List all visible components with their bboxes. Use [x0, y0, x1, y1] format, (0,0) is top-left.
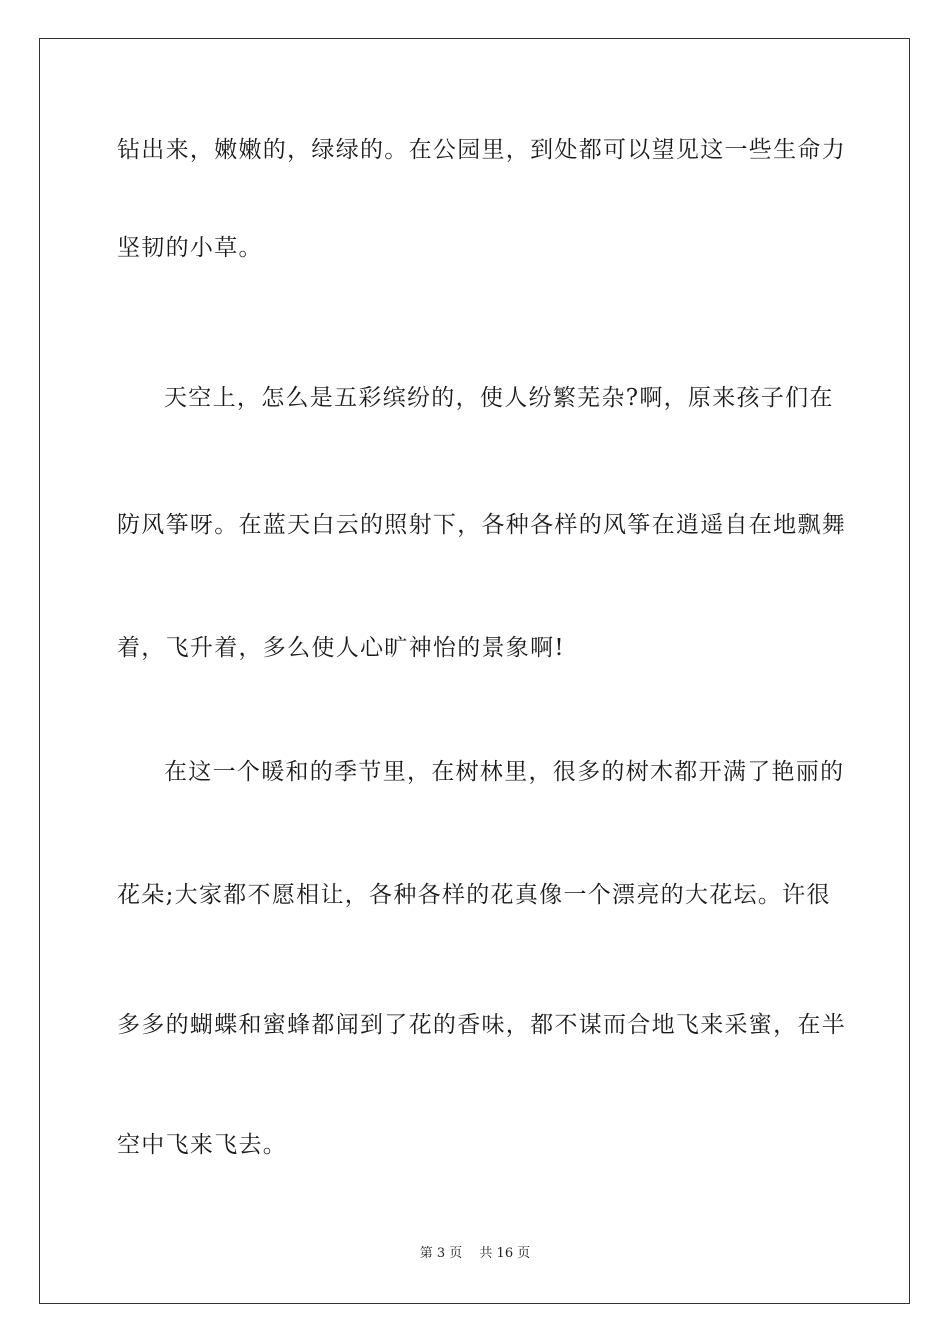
text-line-9: 空中飞来飞去。: [117, 1132, 288, 1158]
text-line-2: 坚韧的小草。: [117, 235, 263, 261]
text-line-4: 防风筝呀。在蓝天白云的照射下，各种各样的风筝在逍遥自在地飘舞: [117, 512, 846, 538]
text-line-7: 花朵;大家都不愿相让，各种各样的花真像一个漂亮的大花坛。许很: [117, 882, 831, 908]
page-number-footer: 第 3 页 共 16 页: [419, 1246, 531, 1261]
text-line-8: 多多的蝴蝶和蜜蜂都闻到了花的香味，都不谋而合地飞来采蜜，在半: [117, 1012, 846, 1038]
page-border: [39, 38, 910, 1304]
text-line-6: 在这一个暖和的季节里，在树林里，很多的树木都开满了艳丽的: [164, 759, 845, 785]
text-line-5: 着，飞升着，多么使人心旷神怡的景象啊!: [117, 635, 565, 661]
text-line-1: 钻出来，嫩嫩的，绿绿的。在公园里，到处都可以望见这一些生命力: [117, 137, 846, 163]
text-line-3: 天空上，怎么是五彩缤纷的，使人纷繁芜杂?啊，原来孩子们在: [164, 385, 834, 411]
